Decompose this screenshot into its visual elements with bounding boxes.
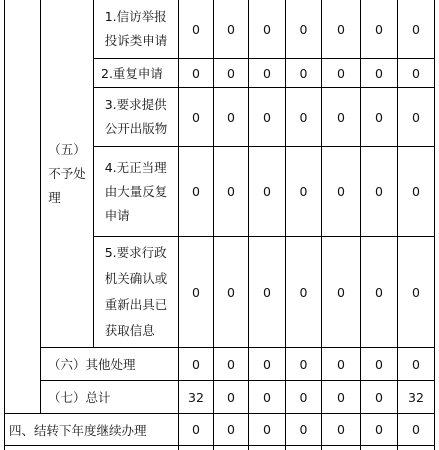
row-label: 2.重复申请 [101, 66, 163, 81]
table-cell: 0 [375, 109, 383, 125]
row-label [94, 237, 178, 347]
row-label [94, 147, 178, 236]
table-cell: 0 [227, 422, 235, 437]
table-cell: 0 [263, 21, 271, 37]
table-cell: 0 [412, 184, 420, 199]
table-cell: 0 [299, 389, 308, 405]
table-cell: 0 [337, 284, 345, 300]
group-label-text: （五） 不予处 理 [48, 141, 86, 205]
table-cell: 0 [227, 184, 235, 199]
row-label [94, 88, 178, 146]
table-cell: 0 [227, 109, 235, 125]
table-cell: 0 [337, 389, 345, 405]
table-cell: 0 [375, 356, 383, 372]
table-cell: 0 [227, 356, 235, 372]
table-cell: 0 [375, 389, 383, 405]
table-cell: 0 [412, 356, 420, 372]
table-cell: 0 [192, 65, 200, 81]
table-cell: 0 [299, 422, 308, 437]
table-cell: 0 [227, 65, 235, 81]
row-label-total: （七）总计 [48, 390, 111, 405]
table-cell: 0 [263, 389, 271, 405]
table-cell: 0 [227, 389, 235, 405]
table-cell: 0 [299, 65, 308, 81]
table-cell: 0 [337, 21, 345, 37]
table-cell: 32 [408, 389, 424, 405]
table-cell: 0 [227, 284, 235, 300]
table-border [4, 0, 5, 450]
row-label [94, 0, 178, 58]
table-cell: 0 [192, 356, 200, 372]
table-cell: 0 [375, 21, 383, 37]
table-cell: 0 [375, 284, 383, 300]
table-cell: 0 [412, 422, 420, 437]
table-cell: 0 [375, 422, 383, 437]
group-label-not-processed [41, 0, 93, 347]
table-cell: 0 [192, 422, 200, 437]
table-cell: 0 [337, 422, 345, 437]
table-cell: 0 [263, 422, 271, 437]
table-cell: 0 [192, 21, 200, 37]
table-cell: 0 [337, 65, 345, 81]
row-label-text: 4.无正当理 由大量反复 申请 [104, 159, 168, 223]
table-border [4, 445, 435, 446]
row-label-text: 3.要求提供 公开出版物 [104, 97, 168, 136]
table-cell: 0 [192, 109, 200, 125]
table-cell: 0 [412, 65, 420, 81]
row-label-other: （六）其他处理 [48, 357, 136, 372]
table-cell: 0 [412, 284, 420, 300]
table-cell: 0 [337, 184, 345, 199]
table-cell: 0 [412, 109, 420, 125]
row-label-text: 1.信访举报 投诉类申请 [104, 9, 168, 48]
table-cell: 0 [227, 21, 235, 37]
table-cell: 0 [337, 356, 345, 372]
table-border [434, 0, 435, 450]
table-cell: 0 [375, 184, 383, 199]
table-cell: 0 [263, 109, 271, 125]
table-cell: 0 [263, 184, 271, 199]
table-cell: 0 [299, 109, 308, 125]
table-cell: 0 [337, 109, 345, 125]
table-cell: 0 [263, 356, 271, 372]
table-cell: 0 [299, 356, 308, 372]
table-cell: 0 [192, 184, 200, 199]
table-cell: 0 [412, 21, 420, 37]
table-cell: 0 [263, 65, 271, 81]
table-cell: 0 [299, 184, 308, 199]
table-cell: 0 [375, 65, 383, 81]
table-cell: 32 [188, 389, 204, 405]
row-label-text: 5.要求行政 机关确认或 重新出具已 获取信息 [104, 245, 168, 338]
table-cell: 0 [299, 21, 308, 37]
row-label-carry-over: 四、结转下年度继续办理 [9, 422, 147, 438]
table-cell: 0 [263, 284, 271, 300]
table-cell: 0 [192, 284, 200, 300]
table-cell: 0 [299, 284, 308, 300]
